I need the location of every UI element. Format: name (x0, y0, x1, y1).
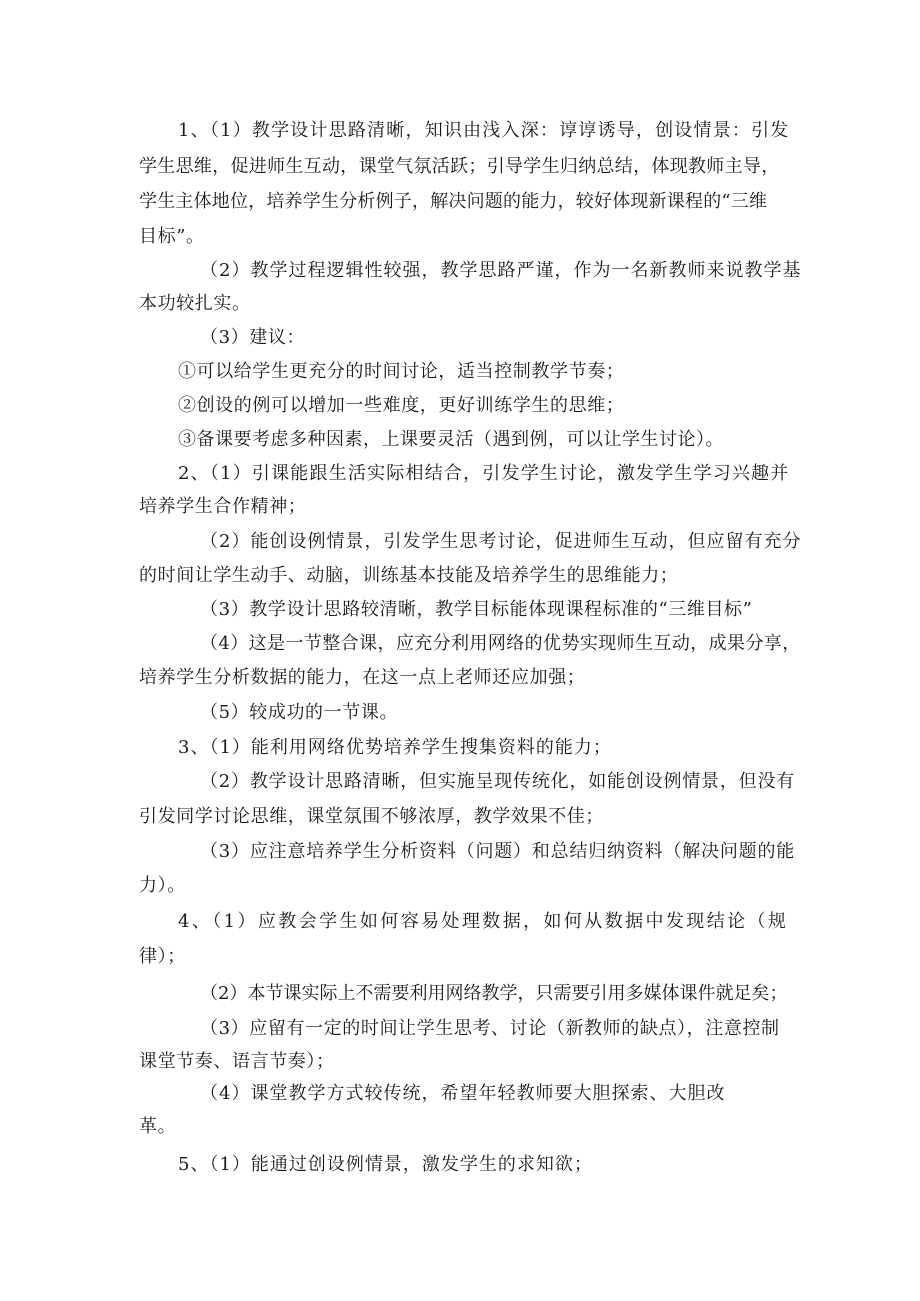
text-line: （3）教学设计思路较清晰，教学目标能体现课程标准的“三维目标” (200, 599, 753, 620)
text-line: 革。 (139, 1116, 177, 1137)
text-line: 的时间让学生动手、动脑，训练基本技能及培养学生的思维能力； (139, 565, 679, 586)
text-line: 学生主体地位，培养学生分析例子，解决问题的能力，较好体现新课程的“三维 (139, 191, 768, 212)
text-line: （5）较成功的一节课。 (200, 702, 399, 723)
text-line: （4）这是一节整合课，应充分利用网络的优势实现师生互动，成果分享， (200, 633, 801, 654)
text-line: 律）； (139, 946, 186, 967)
text-line: 5、（1）能通过创设例情景，激发学生的求知欲； (178, 1154, 593, 1175)
text-line: （2）教学设计思路清晰，但实施呈现传统化，如能创设例情景，但没有 (200, 771, 796, 792)
text-line: ①可以给学生更充分的时间讨论，适当控制教学节奏； (178, 361, 625, 382)
text-line: （4）课堂教学方式较传统，希望年轻教师要大胆探索、大胆改 (200, 1083, 726, 1104)
text-line: （3）应注意培养学生分析资料（问题）和总结归纳资料（解决问题的能 (200, 841, 796, 862)
text-line: （2）教学过程逻辑性较强，教学思路严谨，作为一名新教师来说教学基 (200, 260, 802, 281)
text-line: 引发同学讨论思维，课堂氛围不够浓厚，教学效果不佳； (139, 806, 604, 827)
text-line: ②创设的例可以增加一些难度，更好训练学生的思维； (178, 395, 625, 416)
text-line: 目标”。 (139, 226, 205, 247)
text-line: （3）应留有一定的时间让学生思考、讨论（新教师的缺点），注意控制 (200, 1018, 780, 1039)
text-line: （2）能创设例情景，引发学生思考讨论，促进师生互动，但应留有充分 (200, 531, 802, 552)
text-line: 3、（1）能利用网络优势培养学生搜集资料的能力； (178, 737, 612, 758)
text-line: 2、（1）引课能跟生活实际相结合，引发学生讨论，激发学生学习兴趣并 (178, 463, 790, 484)
text-line: （3）建议： (200, 327, 306, 348)
text-line: 4、（1）应教会学生如何容易处理数据，如何从数据中发现结论（规 (178, 911, 789, 932)
text-line: （2）本节课实际上不需要利用网络教学，只需要引用多媒体课件就足矣； (200, 983, 788, 1004)
text-line: 培养学生合作精神； (139, 496, 307, 517)
text-line: ③备课要考虑多种因素，上课要灵活（遇到例，可以让学生讨论）。 (178, 429, 724, 450)
text-line: 培养学生分析数据的能力，在这一点上老师还应加强； (139, 667, 586, 688)
text-line: 学生思维，促进师生互动，课堂气氛活跃；引导学生归纳总结，体现教师主导， (139, 156, 780, 177)
text-line: 本功较扎实。 (139, 293, 251, 314)
text-line: 课堂节奏、语言节奏）； (139, 1051, 335, 1072)
text-line: 1、（1）教学设计思路清晰，知识由浅入深：谆谆诱导，创设情景：引发 (178, 120, 790, 141)
text-line: 力）。 (139, 875, 186, 896)
